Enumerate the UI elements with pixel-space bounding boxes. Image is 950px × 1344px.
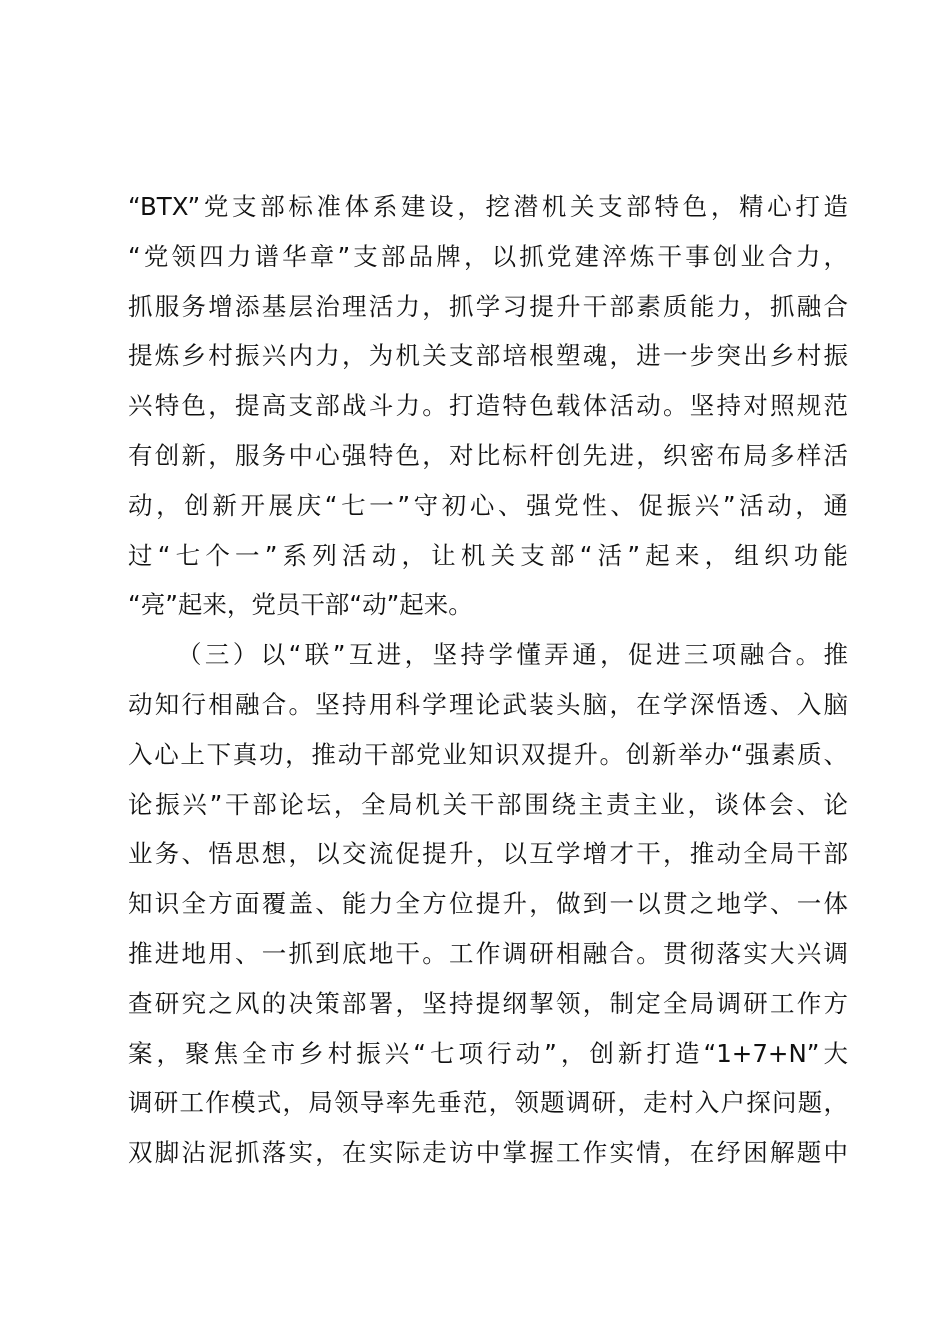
text-line: 动，创新开展庆“七一”守初心、强党性、促振兴”活动，通 bbox=[128, 490, 848, 520]
text-line: 案，聚焦全市乡村振兴“七项行动”，创新打造“1+7+N”大 bbox=[128, 1038, 848, 1068]
text-line: 入心上下真功，推动干部党业知识双提升。创新举办“强素质、 bbox=[128, 739, 848, 769]
text-line: “亮”起来，党员干部“动”起来。 bbox=[128, 590, 473, 620]
text-line: 业务、悟思想，以交流促提升，以互学增才干，推动全局干部 bbox=[128, 839, 848, 869]
text-line: 抓服务增添基层治理活力，抓学习提升干部素质能力，抓融合 bbox=[128, 291, 848, 321]
text-line: “BTX”党支部标准体系建设，挖潜机关支部特色，精心打造 bbox=[128, 192, 848, 221]
text-line: （三）以“联”互进，坚持学懂弄通，促进三项融合。推 bbox=[177, 640, 848, 670]
text-line: 有创新，服务中心强特色，对比标杆创先进，织密布局多样活 bbox=[128, 440, 848, 470]
text-line: 查研究之风的决策部署，坚持提纲挈领，制定全局调研工作方 bbox=[128, 988, 848, 1018]
text-line: 过“七个一”系列活动，让机关支部“活”起来，组织功能 bbox=[128, 540, 848, 570]
text-line: 动知行相融合。坚持用科学理论武装头脑，在学深悟透、入脑 bbox=[128, 689, 848, 719]
text-line: 论振兴”干部论坛，全局机关干部围绕主责主业，谈体会、论 bbox=[128, 789, 848, 819]
text-line: “党领四力谱华章”支部品牌，以抓党建淬炼干事创业合力， bbox=[128, 241, 848, 271]
text-line: 推进地用、一抓到底地干。工作调研相融合。贯彻落实大兴调 bbox=[128, 938, 848, 968]
text-line: 兴特色，提高支部战斗力。打造特色载体活动。坚持对照规范 bbox=[128, 391, 848, 421]
body-text bbox=[128, 182, 848, 1178]
text-line: 知识全方面覆盖、能力全方位提升，做到一以贯之地学、一体 bbox=[128, 889, 848, 919]
text-line: 双脚沾泥抓落实，在实际走访中掌握工作实情，在纾困解题中 bbox=[128, 1138, 848, 1168]
text-line: 调研工作模式，局领导率先垂范，领题调研，走村入户探问题， bbox=[128, 1088, 848, 1118]
text-line: 提炼乡村振兴内力，为机关支部培根塑魂，进一步突出乡村振 bbox=[128, 341, 848, 371]
